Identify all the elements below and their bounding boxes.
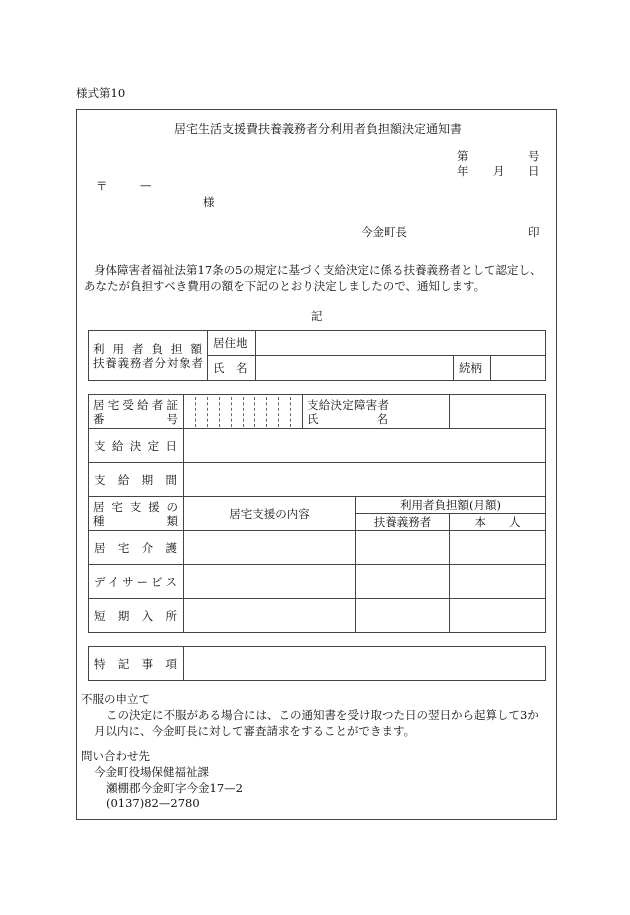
service-content-header: 居宅支援の内容 xyxy=(184,497,356,531)
service-row-label-text: デイサービス xyxy=(94,574,178,589)
body-text-line1: 身体障害者福祉法第17条の5の規定に基づく支給決定に係る扶養義務者として認定し、 xyxy=(94,263,542,277)
service-table xyxy=(88,394,546,633)
self-header: 本 人 xyxy=(450,514,546,531)
form-number: 様式第10 xyxy=(76,86,126,100)
address-label: 居住地 xyxy=(208,331,256,356)
burden-amount-header: 利用者負担額(月額) xyxy=(356,497,546,514)
name-field[interactable] xyxy=(256,356,454,381)
service-row-guardian[interactable] xyxy=(356,599,450,633)
issuer-name: 今金町長 xyxy=(361,225,407,239)
disabled-name-label-line2: 氏名 xyxy=(307,411,389,426)
date-month: 月 xyxy=(493,164,505,178)
objection-title: 不服の申立て xyxy=(81,692,150,706)
date-year: 年 xyxy=(457,164,469,178)
relation-label: 続柄 xyxy=(454,356,491,381)
document-title: 居宅生活支援費扶養義務者分利用者負担額決定通知書 xyxy=(174,122,463,136)
period-label xyxy=(89,463,184,497)
recipient-number-digit-boxes xyxy=(184,397,302,427)
recipient-number-label-line1: 居宅受給者証 xyxy=(93,397,179,412)
service-row-content[interactable] xyxy=(184,531,356,565)
disabled-name-label-line1: 支給決定障害者 xyxy=(307,397,389,412)
disabled-name-label xyxy=(303,395,450,429)
contact-phone: (0137)82—2780 xyxy=(106,796,200,810)
relation-field[interactable] xyxy=(491,356,546,381)
service-row-label-text: 短期入所 xyxy=(94,608,178,623)
recipient-number-label-line2: 番号 xyxy=(93,411,179,426)
burden-target-header-line1: 利 用 者 負 担 額 xyxy=(93,341,203,356)
guardian-header: 扶養義務者 xyxy=(356,514,450,531)
decision-date-label-text: 支給決定日 xyxy=(94,438,178,453)
decision-date-label xyxy=(89,429,184,463)
ki-heading: 記 xyxy=(311,309,323,323)
doc-number-prefix: 第 xyxy=(457,149,469,163)
disabled-name-field[interactable] xyxy=(450,395,546,429)
contact-address: 瀬棚郡今金町字今金17—2 xyxy=(106,781,243,795)
service-row-label xyxy=(89,565,184,599)
date-day: 日 xyxy=(528,164,540,178)
burden-target-table xyxy=(88,330,546,381)
service-row-self[interactable] xyxy=(450,565,546,599)
service-row-content[interactable] xyxy=(184,599,356,633)
service-type-header-line2: 種類 xyxy=(93,513,179,528)
service-row-self[interactable] xyxy=(450,531,546,565)
objection-text-line2: 月以内に、今金町長に対して審査請求をすることができます。 xyxy=(94,724,416,738)
recipient-number-label xyxy=(89,395,184,429)
service-row-label xyxy=(89,531,184,565)
decision-date-field[interactable] xyxy=(184,429,546,463)
service-type-header xyxy=(89,497,184,531)
postal-mark: 〒 xyxy=(96,179,108,193)
remarks-table xyxy=(88,646,546,681)
address-field[interactable] xyxy=(256,331,546,356)
service-type-header-line1: 居宅支援の xyxy=(93,499,179,514)
service-row-label xyxy=(89,599,184,633)
contact-title: 問い合わせ先 xyxy=(81,749,150,763)
burden-target-header xyxy=(89,331,208,381)
postal-dash: — xyxy=(140,178,152,192)
burden-target-header-line2: 扶養義務者分対象者 xyxy=(93,355,203,370)
service-row-label-text: 居宅介護 xyxy=(94,540,178,555)
doc-number-suffix: 号 xyxy=(528,149,540,163)
seal-mark: 印 xyxy=(528,225,540,239)
recipient-number-field[interactable] xyxy=(184,395,303,429)
remarks-label-text: 特記事項 xyxy=(94,656,178,671)
period-label-text: 支給期間 xyxy=(94,472,178,487)
remarks-label xyxy=(89,647,184,681)
objection-text-line1: この決定に不服がある場合には、この通知書を受け取つた日の翌日から起算して3か xyxy=(106,708,539,722)
addressee-honorific: 様 xyxy=(203,195,215,209)
remarks-field[interactable] xyxy=(184,647,546,681)
service-row-content[interactable] xyxy=(184,565,356,599)
name-label: 氏 名 xyxy=(208,356,256,381)
service-row-guardian[interactable] xyxy=(356,531,450,565)
body-text-line2: あなたが負担すべき費用の額を下記のとおり決定しましたので、通知します。 xyxy=(84,279,486,293)
period-field[interactable] xyxy=(184,463,546,497)
contact-office: 今金町役場保健福祉課 xyxy=(94,765,209,779)
service-row-self[interactable] xyxy=(450,599,546,633)
service-row-guardian[interactable] xyxy=(356,565,450,599)
